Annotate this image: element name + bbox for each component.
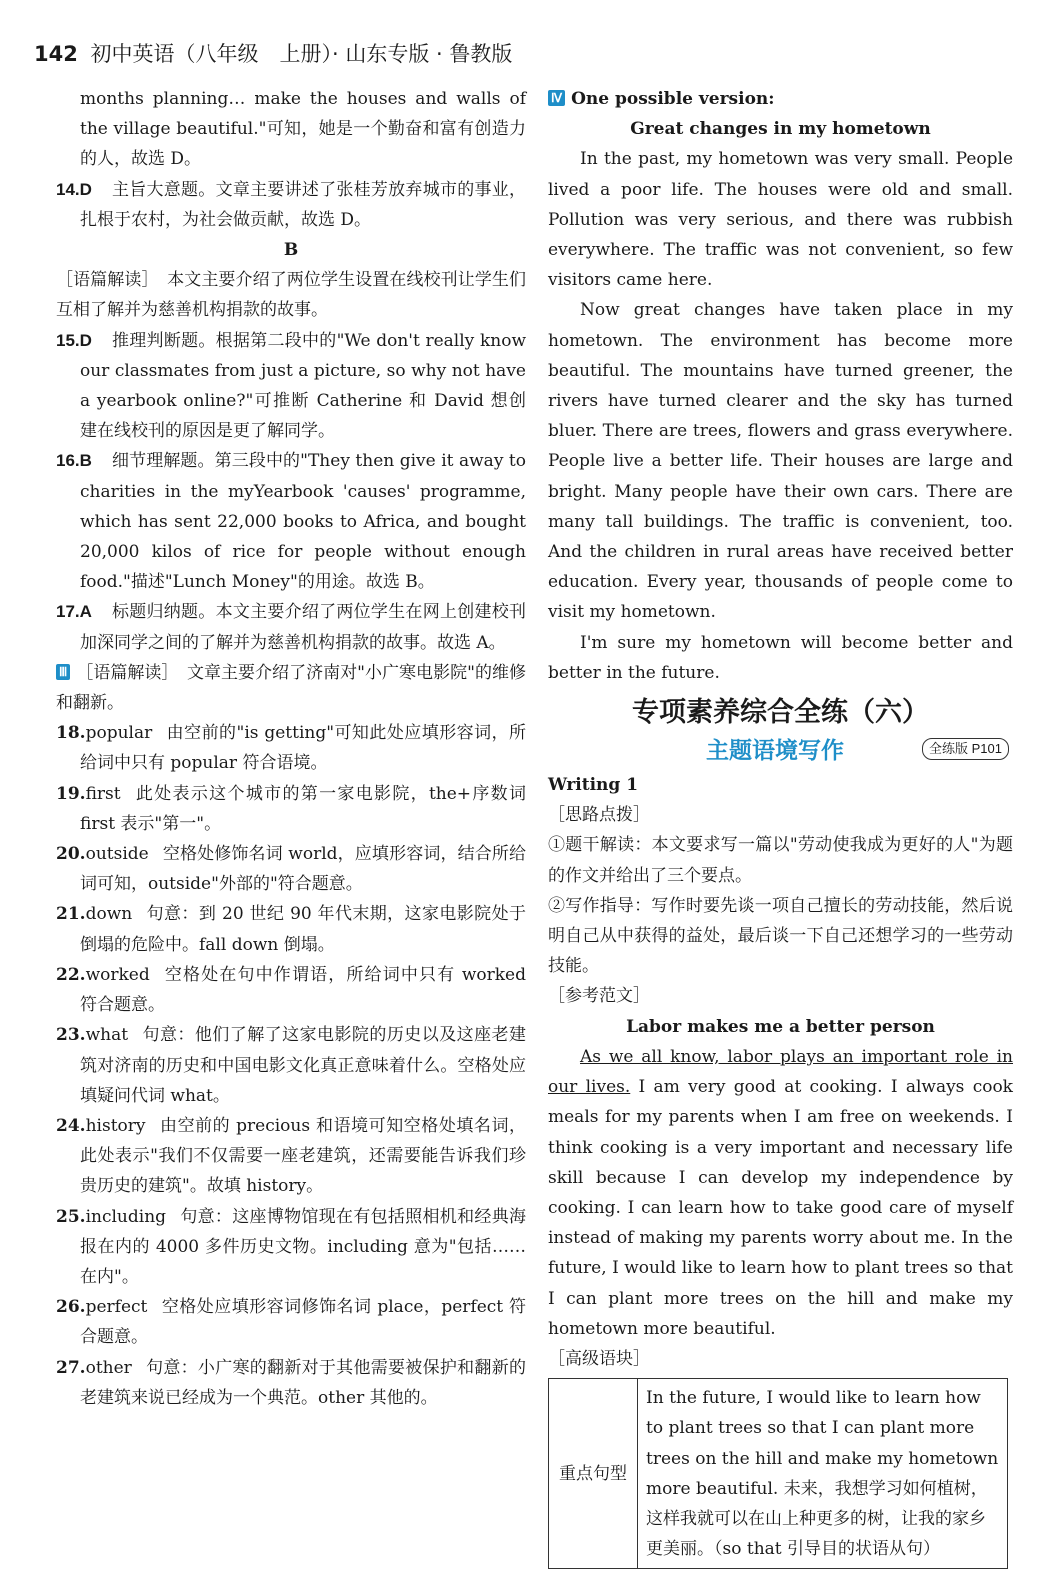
answer-word: outside (85, 844, 149, 865)
sample-label: ［参考范文］ (548, 986, 650, 1007)
essay-2-paragraph (548, 1042, 1013, 1344)
answer-explanation: 主旨大意题。文章主要讲述了张桂芳放弃城市的事业，扎根于农村，为社会做贡献，故选 D。 (80, 179, 526, 230)
underlined-sentence: As we all know, labor plays an important role in our lives. (548, 1046, 1013, 1098)
page-number: 142 (34, 42, 78, 66)
writing-label: Writing 1 (548, 775, 639, 796)
right-column (548, 84, 1013, 1569)
answer-word: other (85, 1357, 132, 1378)
answer-item (56, 779, 526, 839)
answer-word: including (85, 1206, 167, 1227)
essay-1-title: Great changes in my hometown (630, 119, 931, 140)
answer-number: 20. (56, 844, 86, 865)
answer-number: 18. (56, 723, 86, 744)
essay-1-paragraph: Now great changes have taken place in my hometown. The environment has become more beautiful. The mountains have turned greener, the rivers have turned clearer and the sky has turned bluer. There are trees, flowers and grass everywhere. People live a better life. Their houses are large and bright. Many people have their own cars. There are many tall buildings. The traffic is convenient, too. And the children in rural areas have received better education. Every year, thousands of people come to visit my hometown. (548, 300, 1013, 623)
answer-list (56, 718, 526, 1413)
section-4-heading (548, 84, 1013, 114)
answer-explanation: 推理判断题。根据第二段中的"We don't really know our classmates from just a picture, so why not have a yearbook online?"可推断 Catherine 和 David 想创建在线校刊的原因是更了解同学。 (80, 330, 526, 442)
thinking-point-1: ①题干解读：本文要求写一篇以"劳动使我成为更好的人"为题的作文并给出了三个要点。 (548, 835, 1013, 886)
answer-item (56, 960, 526, 1020)
section-badge: Ⅳ (548, 90, 565, 106)
answer-item (56, 718, 526, 778)
section-3-text: ［语篇解读］ 文章主要介绍了济南对"小广寒电影院"的维修和翻新。 (56, 662, 526, 714)
answer-explanation: 标题归纳题。本文主要介绍了两位学生在网上创建校刊加深同学之间的了解并为慈善机构捐款的故事。故选 A。 (80, 602, 526, 653)
answer-word: down (85, 904, 133, 925)
essay-2-title: Labor makes me a better person (626, 1016, 935, 1037)
passage-analysis-b: ［语篇解读］ 本文主要介绍了两位学生设置在线校刊让学生们互相了解并为慈善机构捐款的故事。 (56, 270, 526, 321)
answer-item (56, 1292, 526, 1352)
advanced-label: ［高级语块］ (548, 1348, 650, 1369)
answer-explanation: 句意：这座博物馆现在有包括照相机和经典海报在内的 4000 多件历史文物。including 意为"包括……在内"。 (80, 1206, 526, 1287)
topic-title: 主题语境写作 (706, 738, 844, 765)
topic-row (548, 732, 1013, 770)
answer-item (56, 1111, 526, 1202)
answer-explanation: 空格处在句中作谓语，所给词中只有 worked 符合题意。 (80, 964, 526, 1016)
answer-word: worked (85, 964, 150, 985)
answer-15 (56, 326, 526, 447)
answer-number: 21. (56, 904, 86, 925)
answer-13-continued: months planning… make the houses and walls of the village beautiful."可知，她是一个勤奋和富有创造力的人，故选 D。 (80, 89, 526, 170)
answer-number: 16.B (56, 451, 92, 471)
essay-1-paragraph: In the past, my hometown was very small. People lived a poor life. The houses were old and small. Pollution was very serious, and there was rubbish everywhere. The traffic was not convenient, so few visitors came here. (548, 149, 1013, 291)
table-label: 重点句型 (549, 1379, 638, 1569)
page-header (34, 38, 512, 68)
answer-14 (56, 175, 526, 235)
thinking-label: ［思路点拨］ (548, 805, 650, 826)
answer-item (56, 1202, 526, 1293)
section-b-heading: B (283, 240, 299, 261)
answer-number: 27. (56, 1357, 86, 1378)
section-3-analysis (56, 658, 526, 718)
answer-explanation: 细节理解题。第三段中的"They then give it away to charities in the myYearbook 'causes' programme, which has sent 22,000 books to Africa, and bought 20,000 kilos of rice for people without enough food."描述"Lunch Money"的用途。故选 B。 (80, 451, 526, 593)
essay-1-paragraph: I'm sure my hometown will become better and better in the future. (548, 632, 1013, 683)
section-badge: Ⅲ (56, 664, 70, 680)
answer-word: popular (85, 723, 153, 744)
table-content: In the future, I would like to learn how to plant trees so that I can plant more trees on the hill and make my hometown more beautiful. 未来，我想学习如何植树，这样我就可以在山上种更多的树，让我的家乡更美丽。（so that 引导目的状语从句） (638, 1379, 1008, 1569)
answer-number: 26. (56, 1297, 86, 1318)
key-sentence-table (548, 1378, 1008, 1569)
answer-item (56, 899, 526, 959)
answer-explanation: 空格处修饰名词 world，应填形容词，结合所给词可知，outside"外部的"符合题意。 (80, 844, 526, 895)
answer-word: first (85, 783, 121, 804)
answer-explanation: 由空前的"is getting"可知此处应填形容词，所给词中只有 popular 符合语境。 (80, 723, 526, 774)
answer-word: perfect (85, 1297, 148, 1318)
thinking-point-2: ②写作指导：写作时要先谈一项自己擅长的劳动技能，然后说明自己从中获得的益处，最后谈一下自己还想学习的一些劳动技能。 (548, 895, 1013, 977)
answer-17 (56, 597, 526, 657)
answer-number: 15.D (56, 330, 92, 350)
answer-item (56, 1020, 526, 1111)
answer-number: 24. (56, 1115, 86, 1136)
answer-16 (56, 446, 526, 597)
page-reference-tag: 全练版 P101 (922, 738, 1009, 760)
essay-2-body: I am very good at cooking. I always cook meals for my parents when I am free on weekends. I think cooking is a very important and necessary life skill because I can develop my independence by cooking. I can learn how to take good care of myself instead of making my parents worry about me. In the future, I would like to learn how to plant trees so that I can plant more trees on the hill and make my hometown more beautiful. (548, 1077, 1013, 1339)
answer-explanation: 此处表示这个城市的第一家电影院，the+序数词 first 表示"第一"。 (80, 783, 526, 834)
answer-number: 14.D (56, 179, 92, 199)
answer-number: 19. (56, 783, 86, 804)
book-title: 初中英语（八年级 上册）· 山东专版 · 鲁教版 (90, 42, 513, 66)
answer-explanation: 句意：他们了解了这家电影院的历史以及这座老建筑对济南的历史和中国电影文化真正意味着什么。空格处应填疑问代词 what。 (80, 1025, 526, 1106)
answer-word: history (85, 1115, 146, 1136)
answer-explanation: 由空前的 precious 和语境可知空格处填名词，此处表示"我们不仅需要一座老建筑，还需要能告诉我们珍贵历史的建筑"。故填 history。 (80, 1115, 526, 1197)
answer-item (56, 1353, 526, 1413)
answer-number: 25. (56, 1206, 86, 1227)
answer-explanation: 句意：到 20 世纪 90 年代末期，这家电影院处于倒塌的危险中。fall down 倒塌。 (80, 904, 526, 955)
special-practice-title: 专项素养综合全练（六） (632, 697, 929, 729)
answer-number: 22. (56, 964, 86, 985)
answer-word: what (85, 1025, 129, 1046)
answer-number: 17.A (56, 602, 92, 622)
left-column (56, 84, 526, 1413)
answer-item (56, 839, 526, 899)
answer-number: 23. (56, 1025, 86, 1046)
section-4-label: One possible version: (571, 89, 775, 109)
answer-explanation: 空格处应填形容词修饰名词 place，perfect 符合题意。 (80, 1297, 526, 1348)
answer-explanation: 句意：小广寒的翻新对于其他需要被保护和翻新的老建筑来说已经成为一个典范。other 其他的。 (80, 1357, 526, 1408)
